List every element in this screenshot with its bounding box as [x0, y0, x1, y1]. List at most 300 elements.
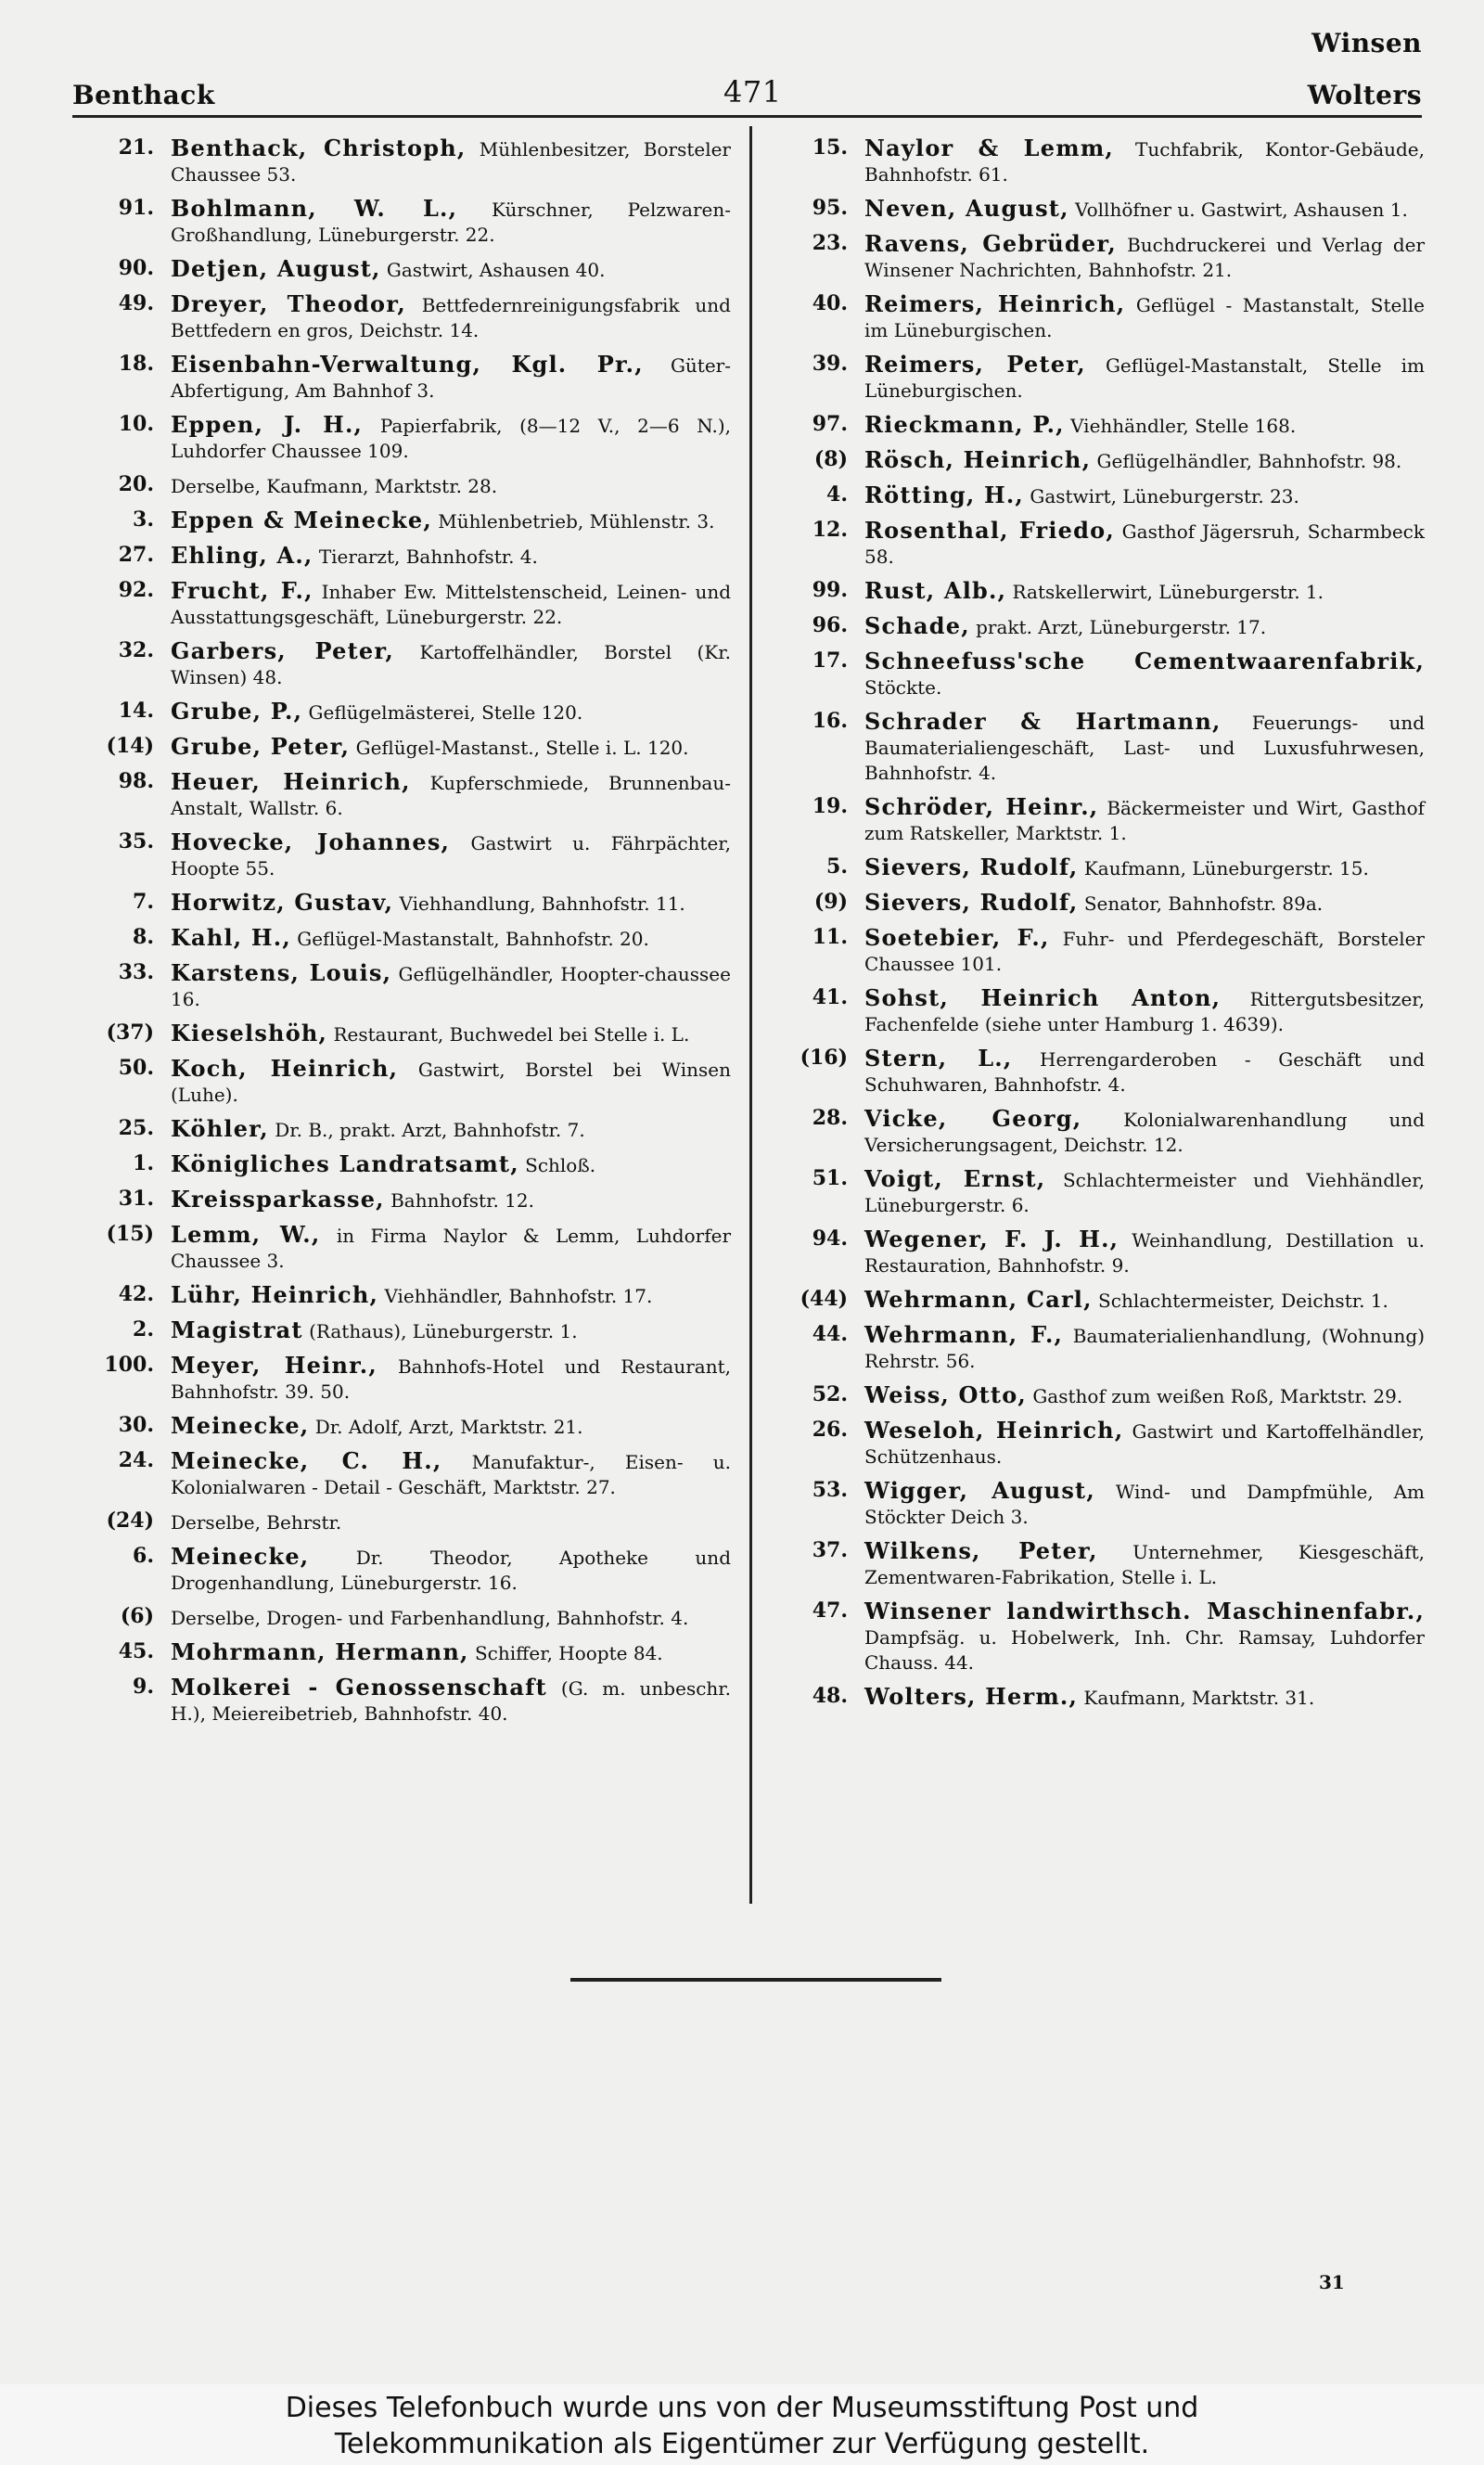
entry-text	[864, 925, 1425, 977]
subscriber-name: Vicke, Georg,	[864, 1105, 1082, 1132]
phone-number: (8)	[813, 447, 848, 471]
phone-number: 4.	[826, 482, 848, 507]
subscriber-name: Koch, Heinrich,	[171, 1055, 399, 1082]
entry-text	[171, 1317, 731, 1344]
directory-entry	[82, 829, 731, 881]
subscriber-name: Molkerei - Genossenschaft	[171, 1674, 547, 1701]
subscriber-details: Viehhändler, Stelle 168.	[1070, 415, 1297, 437]
subscriber-details: Inhaber Ew. Mittelstenscheid, Leinen- und Ausstattungsgeschäft, Lüneburgerstr. 22.	[171, 581, 732, 628]
directory-entry	[775, 1538, 1425, 1590]
phone-number: 92.	[118, 578, 154, 602]
directory-entry	[82, 352, 731, 404]
directory-entry	[82, 256, 731, 283]
subscriber-name: Weseloh, Heinrich,	[864, 1417, 1124, 1444]
subscriber-details: Bäckermeister und Wirt, Gasthof zum Ratskeller, Marktstr. 1.	[864, 797, 1426, 844]
subscriber-details: Feuerungs- und Baumaterialiengeschäft, Last- und Luxusfuhrwesen, Bahnhofstr. 4.	[864, 712, 1426, 784]
phone-number: 53.	[812, 1478, 848, 1502]
directory-entry	[82, 1317, 731, 1344]
subscriber-details: Schiffer, Hoopte 84.	[474, 1642, 663, 1664]
phone-number: 35.	[118, 829, 154, 854]
subscriber-name: Mohrmann, Hermann,	[171, 1638, 469, 1665]
entry-text	[171, 1544, 731, 1596]
directory-entry	[775, 854, 1425, 881]
directory-entry	[82, 412, 731, 464]
entry-text	[864, 1226, 1425, 1278]
directory-entry	[82, 1675, 731, 1727]
subscriber-details: Unternehmer, Kiesgeschäft, Zementwaren-Fabrikation, Stelle i. L.	[864, 1541, 1426, 1588]
subscriber-name: Grube, P.,	[171, 698, 303, 725]
phone-number: 32.	[118, 638, 154, 662]
subscriber-details: Gastwirt und Kartoffelhändler, Schützenhaus.	[864, 1420, 1426, 1468]
right-column	[775, 135, 1425, 1719]
directory-entry	[775, 794, 1425, 846]
directory-entry	[82, 734, 731, 761]
footer-line-2: Telekommunikation als Eigentümer zur Verfügung gestellt.	[334, 2428, 1150, 2460]
subscriber-name: Kreissparkasse,	[171, 1186, 385, 1213]
subscriber-name: Rösch, Heinrich,	[864, 446, 1092, 473]
phone-number: 90.	[118, 256, 154, 280]
entry-text	[171, 1448, 731, 1500]
phone-number: 5.	[826, 854, 848, 879]
subscriber-name: Schade,	[864, 612, 970, 639]
directory-entry	[775, 135, 1425, 187]
directory-entry	[775, 1598, 1425, 1675]
entry-text	[864, 794, 1425, 846]
subscriber-details: Dr. Adolf, Arzt, Marktstr. 21.	[314, 1416, 583, 1438]
directory-entry	[82, 1448, 731, 1500]
footer-mark: 31	[1319, 2271, 1345, 2293]
subscriber-details: Geflügel-Mastanstalt, Stelle im Lüneburgischen.	[864, 354, 1425, 402]
directory-entry	[82, 1509, 731, 1535]
subscriber-name: Sievers, Rudolf,	[864, 854, 1079, 880]
phone-number: 96.	[812, 613, 848, 637]
entry-text	[864, 412, 1425, 439]
phone-number: (15)	[106, 1222, 154, 1246]
subscriber-name: Weiss, Otto,	[864, 1381, 1027, 1408]
directory-entry	[775, 482, 1425, 509]
entry-text	[171, 412, 731, 464]
entry-text	[171, 196, 731, 248]
subscriber-name: Rosenthal, Friedo,	[864, 517, 1115, 544]
entry-text	[864, 1166, 1425, 1218]
subscriber-name: Meinecke,	[171, 1543, 310, 1570]
entry-text	[171, 352, 731, 404]
phone-number: 40.	[812, 291, 848, 315]
header-last-entry: Wolters	[1307, 80, 1422, 110]
phone-number: 48.	[812, 1684, 848, 1708]
entry-text	[864, 482, 1425, 509]
header-first-entry: Benthack	[72, 80, 215, 110]
entry-text	[864, 985, 1425, 1037]
entry-text	[864, 1046, 1425, 1098]
entry-text	[864, 447, 1425, 474]
phone-number: 41.	[812, 985, 848, 1009]
directory-entry	[775, 1226, 1425, 1278]
phone-number: 12.	[812, 518, 848, 542]
subscriber-name: Eisenbahn-Verwaltung, Kgl. Pr.,	[171, 351, 644, 378]
entry-text	[864, 648, 1425, 700]
phone-number: 39.	[812, 352, 848, 376]
phone-number: 97.	[812, 412, 848, 436]
subscriber-name: Königliches Landratsamt,	[171, 1150, 519, 1177]
directory-entry	[82, 472, 731, 499]
subscriber-details: Mühlenbesitzer, Borsteler Chaussee 53.	[171, 138, 731, 186]
subscriber-details: Kürschner, Pelzwaren-Großhandlung, Lüneburgerstr. 22.	[171, 199, 731, 246]
subscriber-details: Derselbe, Behrstr.	[171, 1511, 342, 1534]
phone-number: 26.	[812, 1418, 848, 1442]
subscriber-details: Papierfabrik, (8—12 V., 2—6 N.), Luhdorfer Chaussee 109.	[171, 415, 731, 462]
subscriber-details: in Firma Naylor & Lemm, Luhdorfer Chaussee 3.	[171, 1225, 732, 1272]
directory-entry	[82, 1222, 731, 1274]
entry-text	[171, 1675, 731, 1727]
phone-number: 95.	[812, 196, 848, 220]
directory-entry	[82, 1282, 731, 1309]
phone-number: 14.	[118, 699, 154, 723]
subscriber-name: Winsener landwirthsch. Maschinenfabr.,	[864, 1598, 1425, 1624]
entry-text	[864, 352, 1425, 404]
subscriber-details: Fuhr- und Pferdegeschäft, Borsteler Chaussee 101.	[864, 928, 1425, 975]
phone-number: 16.	[812, 709, 848, 733]
subscriber-name: Frucht, F.,	[171, 577, 313, 604]
subscriber-details: Kartoffelhändler, Borstel (Kr. Winsen) 48.	[171, 641, 732, 688]
entry-text	[171, 1151, 731, 1178]
subscriber-name: Sievers, Rudolf,	[864, 889, 1079, 916]
subscriber-details: Derselbe, Drogen- und Farbenhandlung, Bahnhofstr. 4.	[171, 1607, 689, 1629]
subscriber-details: Rittergutsbesitzer, Fachenfelde (siehe unter Hamburg 1. 4639).	[864, 988, 1425, 1035]
subscriber-name: Garbers, Peter,	[171, 637, 394, 664]
phone-number: (16)	[800, 1046, 848, 1070]
subscriber-name: Reimers, Heinrich,	[864, 290, 1126, 317]
entry-text	[864, 231, 1425, 283]
phone-number: 2.	[133, 1317, 154, 1342]
directory-entry	[82, 1021, 731, 1047]
subscriber-details: Geflügelmästerei, Stelle 120.	[308, 701, 583, 724]
subscriber-name: Lühr, Heinrich,	[171, 1281, 379, 1308]
phone-number: 21.	[118, 135, 154, 160]
subscriber-details: (G. m. unbeschr. H.), Meiereibetrieb, Bahnhofstr. 40.	[171, 1677, 732, 1725]
phone-number: 17.	[812, 648, 848, 673]
directory-entry	[82, 638, 731, 690]
directory-entry	[775, 890, 1425, 917]
directory-entry	[775, 291, 1425, 343]
subscriber-details: Kupferschmiede, Brunnenbau-Anstalt, Wallstr. 6.	[171, 772, 731, 819]
entry-text	[864, 613, 1425, 640]
subscriber-details: Herrengarderoben - Geschäft und Schuhwaren, Bahnhofstr. 4.	[864, 1048, 1425, 1096]
entry-text	[171, 1021, 731, 1047]
subscriber-details: Gastwirt, Borstel bei Winsen (Luhe).	[171, 1059, 731, 1106]
subscriber-name: Schröder, Heinr.,	[864, 793, 1099, 820]
subscriber-name: Schneefuss'sche Cementwaarenfabrik,	[864, 648, 1425, 674]
subscriber-name: Bohlmann, W. L.,	[171, 195, 458, 222]
directory-entry	[82, 578, 731, 630]
phone-number: 100.	[104, 1353, 154, 1377]
subscriber-name: Lemm, W.,	[171, 1221, 321, 1248]
entry-text	[171, 1639, 731, 1666]
entry-text	[171, 578, 731, 630]
directory-entry	[82, 196, 731, 248]
subscriber-name: Soetebier, F.,	[864, 924, 1050, 951]
directory-entry	[82, 1544, 731, 1596]
directory-entry	[775, 709, 1425, 786]
subscriber-name: Ravens, Gebrüder,	[864, 230, 1117, 257]
subscriber-details: Mühlenbetrieb, Mühlenstr. 3.	[438, 510, 715, 533]
subscriber-name: Detjen, August,	[171, 255, 381, 282]
directory-entry	[775, 578, 1425, 605]
subscriber-name: Sohst, Heinrich Anton,	[864, 984, 1222, 1011]
entry-text	[864, 709, 1425, 786]
subscriber-name: Eppen & Meinecke,	[171, 507, 432, 533]
entry-text	[171, 925, 731, 952]
phone-number: (14)	[106, 734, 154, 758]
subscriber-details: Viehhandlung, Bahnhofstr. 11.	[399, 892, 685, 915]
subscriber-details: Schlachtermeister und Viehhändler, Lüneburgerstr. 6.	[864, 1169, 1425, 1216]
entry-text	[864, 196, 1425, 223]
subscriber-details: Manufaktur-, Eisen- u. Kolonialwaren - Detail - Geschäft, Marktstr. 27.	[171, 1451, 732, 1498]
subscriber-name: Reimers, Peter,	[864, 351, 1086, 378]
entry-text	[864, 1478, 1425, 1530]
subscriber-name: Köhler,	[171, 1115, 269, 1142]
directory-entry	[775, 613, 1425, 640]
entry-text	[864, 135, 1425, 187]
phone-number: 52.	[812, 1382, 848, 1406]
entry-text	[864, 1382, 1425, 1409]
subscriber-name: Wigger, August,	[864, 1477, 1095, 1504]
entry-text	[171, 256, 731, 283]
phone-number: 24.	[118, 1448, 154, 1472]
subscriber-name: Magistrat	[171, 1316, 303, 1343]
phone-number: 9.	[133, 1675, 154, 1699]
entry-text	[171, 734, 731, 761]
entry-text	[171, 291, 731, 343]
entry-text	[864, 1598, 1425, 1675]
phone-number: 31.	[118, 1187, 154, 1211]
directory-entry	[82, 1639, 731, 1666]
entry-text	[864, 1287, 1425, 1314]
subscriber-details: Kolonialwarenhandlung und Versicherungsagent, Deichstr. 12.	[864, 1109, 1426, 1156]
directory-entry	[82, 699, 731, 725]
subscriber-name: Schrader & Hartmann,	[864, 708, 1222, 735]
entry-text	[864, 854, 1425, 881]
entry-text	[171, 769, 731, 821]
subscriber-name: Dreyer, Theodor,	[171, 290, 406, 317]
subscriber-name: Wilkens, Peter,	[864, 1537, 1098, 1564]
subscriber-name: Wolters, Herm.,	[864, 1683, 1079, 1710]
header-city: Winsen	[1311, 28, 1422, 58]
phone-number: 6.	[133, 1544, 154, 1568]
subscriber-name: Wehrmann, Carl,	[864, 1286, 1093, 1313]
phone-number: 30.	[118, 1413, 154, 1437]
subscriber-details: Tuchfabrik, Kontor-Gebäude, Bahnhofstr. 61.	[864, 138, 1425, 186]
entry-text	[864, 518, 1425, 570]
subscriber-details: Buchdruckerei und Verlag der Winsener Nachrichten, Bahnhofstr. 21.	[864, 234, 1426, 281]
left-column	[82, 135, 731, 1735]
phone-number: 10.	[118, 412, 154, 436]
subscriber-details: Schlachtermeister, Deichstr. 1.	[1098, 1290, 1388, 1312]
phone-number: 94.	[812, 1226, 848, 1251]
directory-entry	[82, 1604, 731, 1631]
phone-number: 50.	[118, 1056, 154, 1080]
entry-text	[171, 1604, 731, 1631]
phone-number: 11.	[812, 925, 848, 949]
subscriber-details: Geflügelhändler, Hoopter-chaussee 16.	[171, 963, 731, 1010]
subscriber-details: Gasthof Jägersruh, Scharmbeck 58.	[864, 520, 1425, 568]
subscriber-name: Rötting, H.,	[864, 481, 1024, 508]
phone-number: 25.	[118, 1116, 154, 1140]
directory-entry	[82, 925, 731, 952]
subscriber-name: Kieselshöh,	[171, 1020, 328, 1046]
directory-entry	[775, 352, 1425, 404]
entry-text	[171, 1413, 731, 1440]
subscriber-details: Senator, Bahnhofstr. 89a.	[1083, 892, 1324, 915]
subscriber-details: Kaufmann, Lüneburgerstr. 15.	[1083, 857, 1369, 879]
subscriber-details: Bahnhofstr. 12.	[390, 1189, 534, 1212]
entry-text	[171, 135, 731, 187]
subscriber-name: Wehrmann, F.,	[864, 1321, 1064, 1348]
column-divider	[749, 126, 752, 1904]
directory-entry	[775, 1684, 1425, 1711]
subscriber-details: Weinhandlung, Destillation u. Restauration, Bahnhofstr. 9.	[864, 1229, 1425, 1277]
subscriber-details: Ratskellerwirt, Lüneburgerstr. 1.	[1012, 581, 1324, 603]
phone-number: 15.	[812, 135, 848, 160]
subscriber-name: Voigt, Ernst,	[864, 1165, 1046, 1192]
directory-entry	[82, 1187, 731, 1213]
phone-number: 23.	[812, 231, 848, 255]
directory-entry	[82, 1056, 731, 1108]
phone-number: 7.	[133, 890, 154, 914]
subscriber-name: Naylor & Lemm,	[864, 135, 1114, 161]
subscriber-details: Dr. B., prakt. Arzt, Bahnhofstr. 7.	[275, 1119, 585, 1141]
entry-text	[171, 699, 731, 725]
subscriber-details: Wind- und Dampfmühle, Am Stöckter Deich 3.	[864, 1481, 1426, 1528]
subscriber-name: Stern, L.,	[864, 1045, 1013, 1072]
entry-text	[171, 1116, 731, 1143]
entry-text	[171, 960, 731, 1012]
subscriber-name: Meinecke,	[171, 1412, 310, 1439]
entry-text	[864, 578, 1425, 605]
entry-text	[171, 1353, 731, 1405]
phone-number: 99.	[812, 578, 848, 602]
phone-number: 37.	[812, 1538, 848, 1562]
directory-entry	[775, 1382, 1425, 1409]
entry-text	[864, 1106, 1425, 1158]
phone-number: 91.	[118, 196, 154, 220]
entry-text	[171, 1056, 731, 1108]
entry-text	[864, 890, 1425, 917]
phone-number: (6)	[120, 1604, 154, 1628]
entry-text	[171, 1282, 731, 1309]
entry-text	[171, 472, 731, 499]
subscriber-name: Grube, Peter,	[171, 733, 351, 760]
directory-entry	[82, 769, 731, 821]
directory-entry	[82, 890, 731, 917]
directory-entry	[775, 925, 1425, 977]
subscriber-details: (Rathaus), Lüneburgerstr. 1.	[309, 1320, 578, 1342]
directory-entry	[775, 648, 1425, 700]
directory-entry	[775, 1106, 1425, 1158]
entry-text	[171, 1187, 731, 1213]
entry-text	[864, 1418, 1425, 1470]
subscriber-details: Geflügel-Mastanstalt, Bahnhofstr. 20.	[297, 928, 649, 950]
subscriber-name: Rust, Alb.,	[864, 577, 1007, 604]
subscriber-name: Kahl, H.,	[171, 924, 291, 951]
subscriber-details: Dampfsäg. u. Hobelwerk, Inh. Chr. Ramsay, Luhdorfer Chauss. 44.	[864, 1626, 1425, 1674]
phone-number: 44.	[812, 1322, 848, 1346]
subscriber-details: prakt. Arzt, Lüneburgerstr. 17.	[976, 616, 1267, 638]
directory-entry	[775, 412, 1425, 439]
entry-text	[171, 507, 731, 534]
entry-text	[171, 638, 731, 690]
subscriber-details: Baumaterialienhandlung, (Wohnung) Rehrstr. 56.	[864, 1325, 1426, 1372]
phone-number: 19.	[812, 794, 848, 818]
directory-entry	[775, 518, 1425, 570]
directory-entry	[82, 1116, 731, 1143]
directory-entry	[82, 291, 731, 343]
subscriber-details: Tierarzt, Bahnhofstr. 4.	[318, 546, 538, 568]
directory-entry	[775, 447, 1425, 474]
subscriber-name: Rieckmann, P.,	[864, 411, 1065, 438]
subscriber-name: Benthack, Christoph,	[171, 135, 467, 161]
subscriber-name: Hovecke, Johannes,	[171, 828, 451, 855]
subscriber-details: Gastwirt u. Fährpächter, Hoopte 55.	[171, 832, 731, 879]
phone-number: (37)	[106, 1021, 154, 1045]
subscriber-details: Gasthof zum weißen Roß, Marktstr. 29.	[1032, 1385, 1403, 1407]
phone-number: (9)	[813, 890, 848, 914]
entry-text	[864, 1684, 1425, 1711]
subscriber-name: Ehling, A.,	[171, 542, 313, 569]
subscriber-details: Kaufmann, Marktstr. 31.	[1083, 1687, 1315, 1709]
subscriber-details: Schloß.	[525, 1154, 596, 1176]
directory-entry	[82, 507, 731, 534]
subscriber-details: Vollhöfner u. Gastwirt, Ashausen 1.	[1075, 199, 1408, 221]
phone-number: 27.	[118, 543, 154, 567]
phone-number: 1.	[133, 1151, 154, 1175]
directory-entry	[775, 1287, 1425, 1314]
subscriber-details: Restaurant, Buchwedel bei Stelle i. L.	[333, 1023, 690, 1046]
end-rule	[570, 1978, 941, 1982]
directory-entry	[82, 543, 731, 570]
phone-number: 20.	[118, 472, 154, 496]
phone-number: 18.	[118, 352, 154, 376]
subscriber-details: Derselbe, Kaufmann, Marktstr. 28.	[171, 475, 498, 497]
footer-line-1: Dieses Telefonbuch wurde uns von der Museumsstiftung Post und	[285, 2392, 1199, 2424]
phone-number: 49.	[118, 291, 154, 315]
entry-text	[171, 1509, 731, 1535]
entry-text	[171, 543, 731, 570]
subscriber-details: Bettfedernreinigungsfabrik und Bettfedern en gros, Deichstr. 14.	[171, 294, 731, 341]
copyright-footer	[0, 2384, 1484, 2465]
phone-number: 3.	[133, 507, 154, 532]
directory-entry	[82, 960, 731, 1012]
subscriber-name: Neven, August,	[864, 195, 1069, 222]
phone-number: (24)	[106, 1509, 154, 1533]
subscriber-details: Güter-Abfertigung, Am Bahnhof 3.	[171, 354, 731, 402]
subscriber-details: Dr. Theodor, Apotheke und Drogenhandlung, Lüneburgerstr. 16.	[171, 1547, 731, 1594]
subscriber-details: Geflügel-Mastanst., Stelle i. L. 120.	[355, 737, 689, 759]
subscriber-name: Meinecke, C. H.,	[171, 1447, 442, 1474]
subscriber-details: Gastwirt, Lüneburgerstr. 23.	[1030, 485, 1299, 507]
subscriber-details: Bahnhofs-Hotel und Restaurant, Bahnhofstr. 39. 50.	[171, 1355, 731, 1403]
entry-text	[864, 1322, 1425, 1374]
header-rule	[72, 115, 1422, 118]
phone-number: 8.	[133, 925, 154, 949]
subscriber-name: Wegener, F. J. H.,	[864, 1226, 1119, 1252]
subscriber-details: Stöckte.	[864, 676, 942, 699]
phone-number: 28.	[812, 1106, 848, 1130]
subscriber-name: Heuer, Heinrich,	[171, 768, 411, 795]
subscriber-name: Meyer, Heinr.,	[171, 1352, 377, 1379]
entry-text	[171, 829, 731, 881]
directory-entry	[775, 1046, 1425, 1098]
